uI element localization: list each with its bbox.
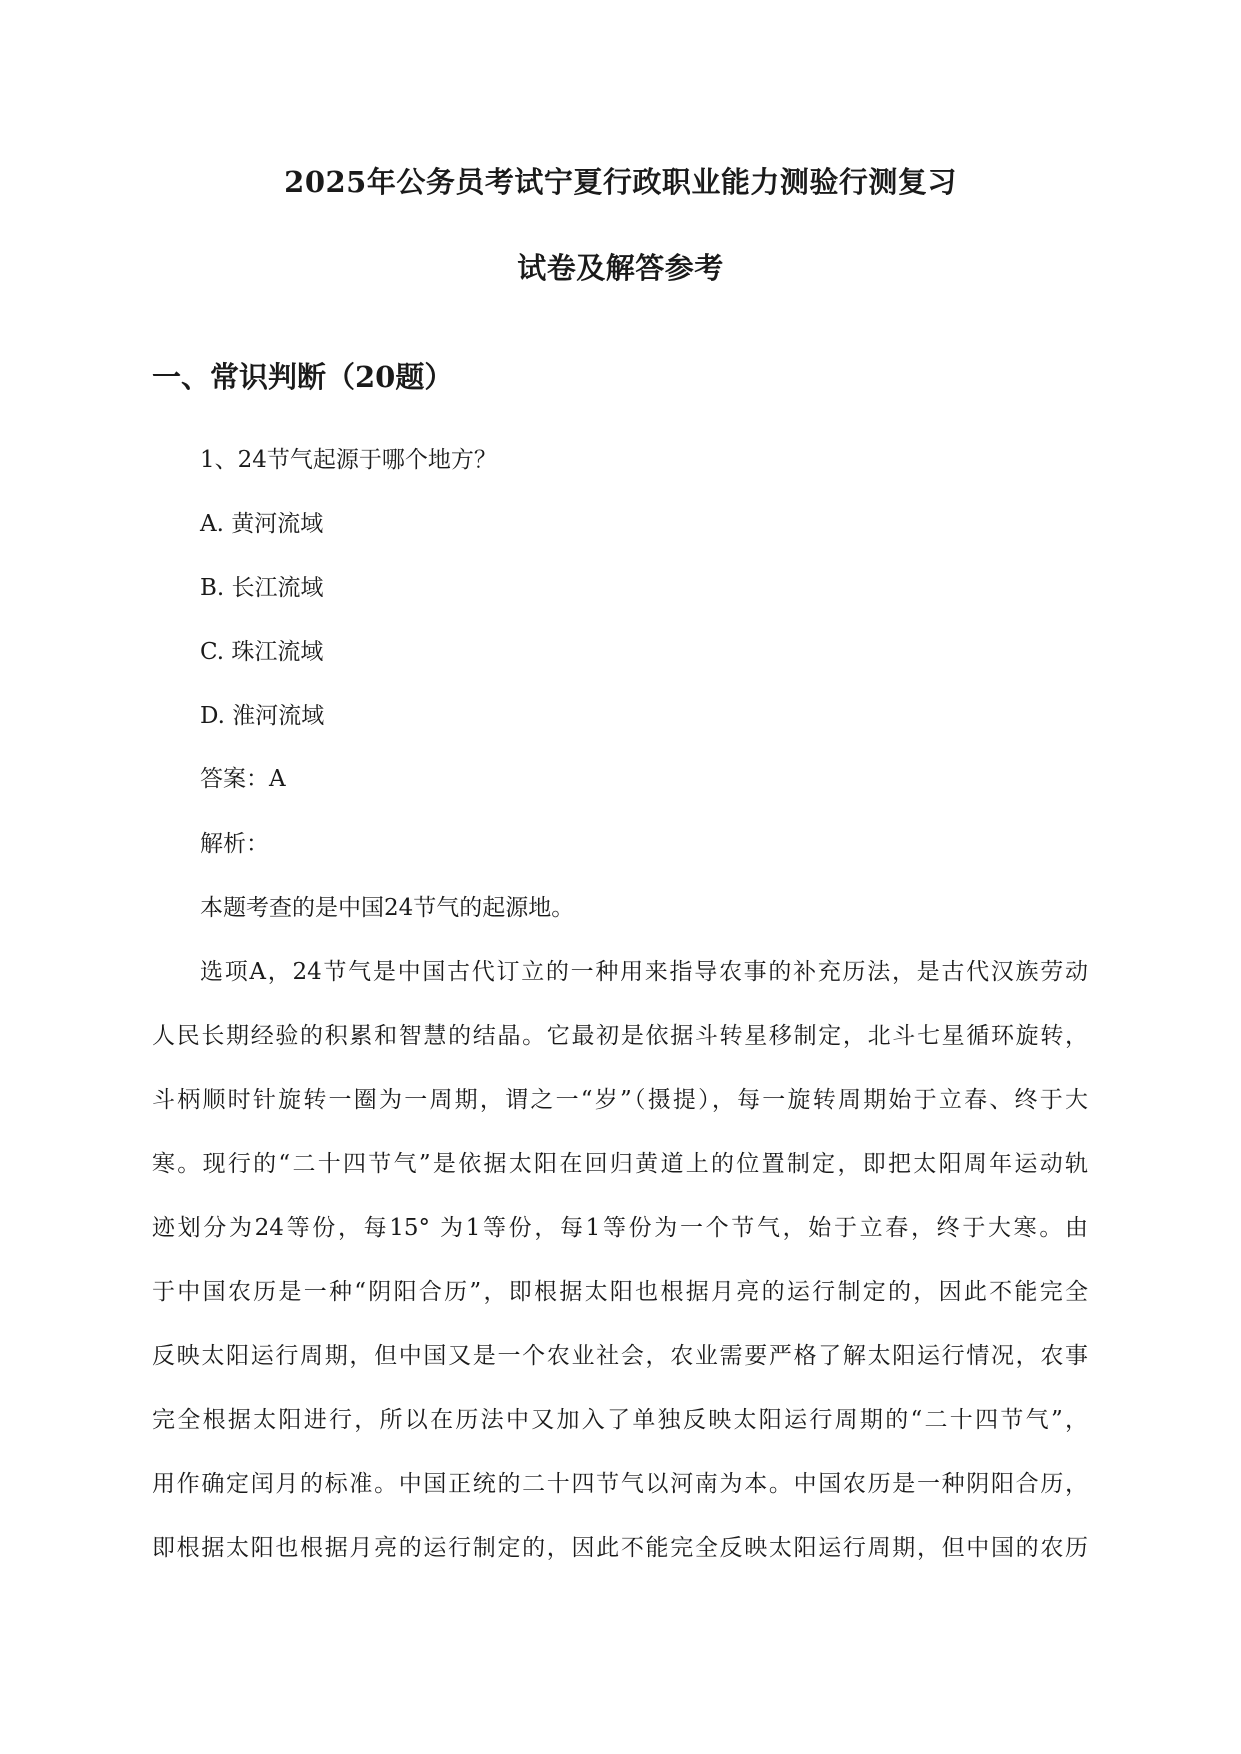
analysis-line: 用作确定闰月的标准。中国正统的二十四节气以河南为本。中国农历是一种阴阳合历， — [152, 1471, 1088, 1497]
option-a: A. 黄河流域 — [200, 511, 324, 537]
analysis-line: 斗柄顺时针旋转一圈为一周期，谓之一“岁”（摄提），每一旋转周期始于立春、终于大 — [152, 1087, 1088, 1113]
option-b: B. 长江流域 — [200, 575, 324, 601]
analysis-label: 解析： — [200, 831, 269, 857]
analysis-line: 选项A，24节气是中国古代订立的一种用来指导农事的补充历法，是古代汉族劳动 — [200, 959, 1088, 985]
question-stem: 1、24节气起源于哪个地方？ — [200, 447, 497, 473]
option-d: D. 淮河流域 — [200, 703, 325, 729]
analysis-line: 反映太阳运行周期，但中国又是一个农业社会，农业需要严格了解太阳运行情况，农事 — [152, 1343, 1088, 1369]
document-title-line-2: 试卷及解答参考 — [517, 251, 724, 285]
document-title-line-1: 2025年公务员考试宁夏行政职业能力测验行测复习 — [284, 165, 957, 199]
analysis-line: 本题考查的是中国24节气的起源地。 — [200, 895, 575, 921]
analysis-line: 寒。现行的“二十四节气”是依据太阳在回归黄道上的位置制定，即把太阳周年运动轨 — [152, 1151, 1088, 1177]
section-heading: 一、常识判断（20题） — [152, 360, 454, 394]
analysis-line: 于中国农历是一种“阴阳合历”，即根据太阳也根据月亮的运行制定的，因此不能完全 — [152, 1279, 1088, 1305]
analysis-line: 迹划分为24等份，每15° 为1等份，每1等份为一个节气，始于立春，终于大寒。由 — [152, 1215, 1088, 1241]
answer-line: 答案：A — [200, 766, 286, 792]
analysis-line: 完全根据太阳进行，所以在历法中又加入了单独反映太阳运行周期的“二十四节气”， — [152, 1407, 1088, 1433]
analysis-line: 即根据太阳也根据月亮的运行制定的，因此不能完全反映太阳运行周期，但中国的农历 — [152, 1535, 1088, 1561]
analysis-line: 人民长期经验的积累和智慧的结晶。它最初是依据斗转星移制定，北斗七星循环旋转， — [152, 1023, 1088, 1049]
option-c: C. 珠江流域 — [200, 639, 324, 665]
